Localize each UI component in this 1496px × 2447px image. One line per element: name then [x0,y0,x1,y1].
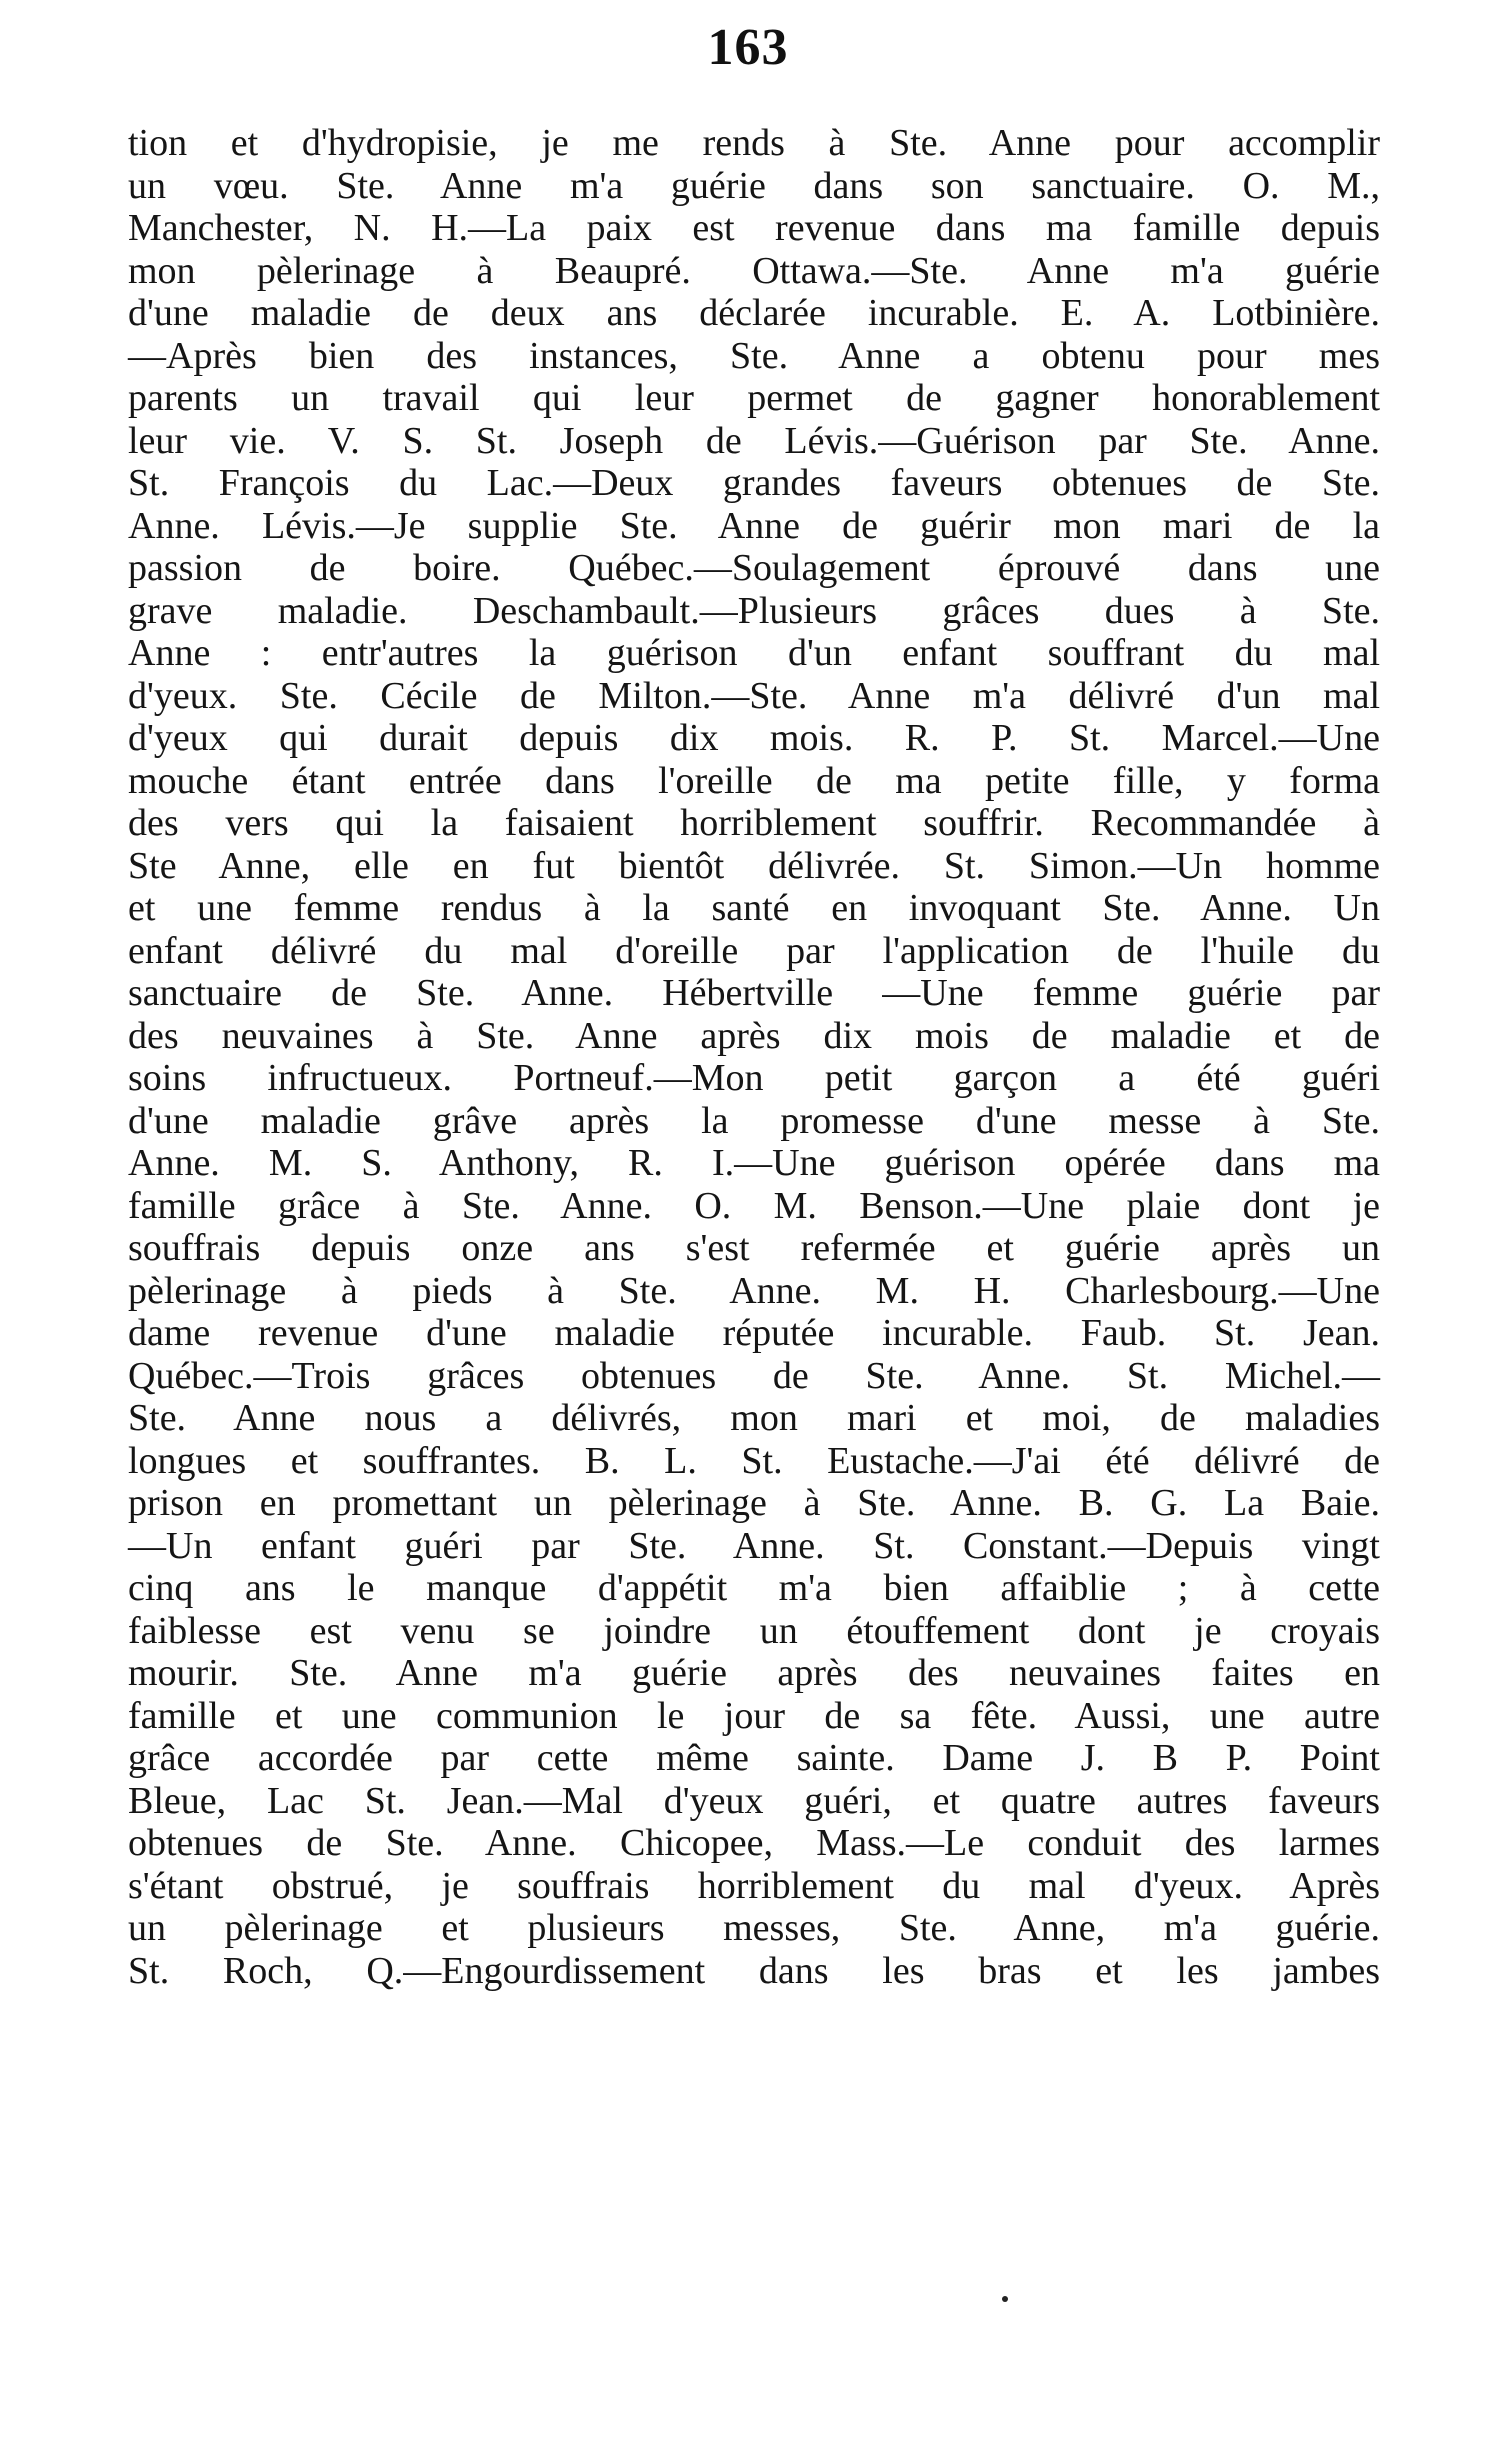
text-line: soins infructueux. Portneuf.—Mon petit garçon a été guéri [128,1057,1380,1099]
text-line: parents un travail qui leur permet de gagner honorablement [128,377,1380,419]
text-line: un pèlerinage et plusieurs messes, Ste. Anne, m'a guérie. [128,1907,1380,1949]
text-line: d'yeux qui durait depuis dix mois. R. P. St. Marcel.—Une [128,717,1380,759]
text-line: et une femme rendus à la santé en invoquant Ste. Anne. Un [128,887,1380,929]
text-line: s'étant obstrué, je souffrais horriblement du mal d'yeux. Après [128,1864,1380,1907]
text-line: longues et souffrantes. B. L. St. Eustache.—J'ai été délivré de [128,1439,1380,1482]
text-line: passion de boire. Québec.—Soulagement éprouvé dans une [128,547,1380,589]
text-line: des vers qui la faisaient horriblement souffrir. Recommandée à [128,802,1380,844]
text-line: grave maladie. Deschambault.—Plusieurs grâces dues à Ste. [128,589,1380,632]
text-line: Bleue, Lac St. Jean.—Mal d'yeux guéri, et quatre autres faveurs [128,1779,1380,1822]
text-line: obtenues de Ste. Anne. Chicopee, Mass.—Le conduit des larmes [128,1822,1380,1864]
text-line: famille et une communion le jour de sa fête. Aussi, une autre [128,1694,1380,1737]
text-line: souffrais depuis onze ans s'est refermée et guérie après un [128,1227,1380,1269]
text-line: mon pèlerinage à Beaupré. Ottawa.—Ste. Anne m'a guérie [128,249,1380,292]
text-line: dame revenue d'une maladie réputée incurable. Faub. St. Jean. [128,1312,1380,1354]
text-line: enfant délivré du mal d'oreille par l'application de l'huile du [128,929,1380,972]
text-line: mourir. Ste. Anne m'a guérie après des neuvaines faites en [128,1652,1380,1694]
text-line: d'yeux. Ste. Cécile de Milton.—Ste. Anne m'a délivré d'un mal [128,674,1380,717]
text-line: Anne. M. S. Anthony, R. I.—Une guérison opérée dans ma [128,1142,1380,1184]
text-line: sanctuaire de Ste. Anne. Hébertville —Une femme guérie par [128,972,1380,1014]
text-line: pèlerinage à pieds à Ste. Anne. M. H. Charlesbourg.—Une [128,1269,1380,1312]
text-line: Québec.—Trois grâces obtenues de Ste. Anne. St. Michel.— [128,1354,1380,1397]
text-line: des neuvaines à Ste. Anne après dix mois de maladie et de [128,1014,1380,1057]
text-line: St. Roch, Q.—Engourdissement dans les bras et les jambes [128,1949,1380,1992]
text-line: cinq ans le manque d'appétit m'a bien affaiblie ; à cette [128,1567,1380,1609]
text-line: Anne. Lévis.—Je supplie Ste. Anne de guérir mon mari de la [128,504,1380,547]
text-line: —Un enfant guéri par Ste. Anne. St. Constant.—Depuis vingt [128,1524,1380,1567]
text-line: un vœu. Ste. Anne m'a guérie dans son sanctuaire. O. M., [128,164,1380,207]
page-number: 163 [707,19,789,76]
text-line: Ste. Anne nous a délivrés, mon mari et moi, de maladies [128,1397,1380,1439]
text-line: leur vie. V. S. St. Joseph de Lévis.—Guérison par Ste. Anne. [128,419,1380,462]
testimonial-text-block [128,122,1380,1992]
text-line: d'une maladie de deux ans déclarée incurable. E. A. Lotbinière. [128,292,1380,334]
text-line: d'une maladie grâve après la promesse d'une messe à Ste. [128,1099,1380,1142]
text-line: Anne : entr'autres la guérison d'un enfant souffrant du mal [128,632,1380,674]
text-line: Ste Anne, elle en fut bientôt délivrée. St. Simon.—Un homme [128,844,1380,887]
text-line: prison en promettant un pèlerinage à Ste. Anne. B. G. La Baie. [128,1482,1380,1524]
text-line: Manchester, N. H.—La paix est revenue dans ma famille depuis [128,207,1380,249]
ink-speck [1002,2296,1008,2302]
text-line: famille grâce à Ste. Anne. O. M. Benson.—Une plaie dont je [128,1184,1380,1227]
text-line: tion et d'hydropisie, je me rends à Ste. Anne pour accomplir [128,122,1380,164]
text-line: St. François du Lac.—Deux grandes faveurs obtenues de Ste. [128,462,1380,504]
text-line: mouche étant entrée dans l'oreille de ma petite fille, y forma [128,759,1380,802]
text-line: faiblesse est venu se joindre un étouffement dont je croyais [128,1609,1380,1652]
text-line: —Après bien des instances, Ste. Anne a obtenu pour mes [128,334,1380,377]
text-line: grâce accordée par cette même sainte. Dame J. B P. Point [128,1737,1380,1779]
